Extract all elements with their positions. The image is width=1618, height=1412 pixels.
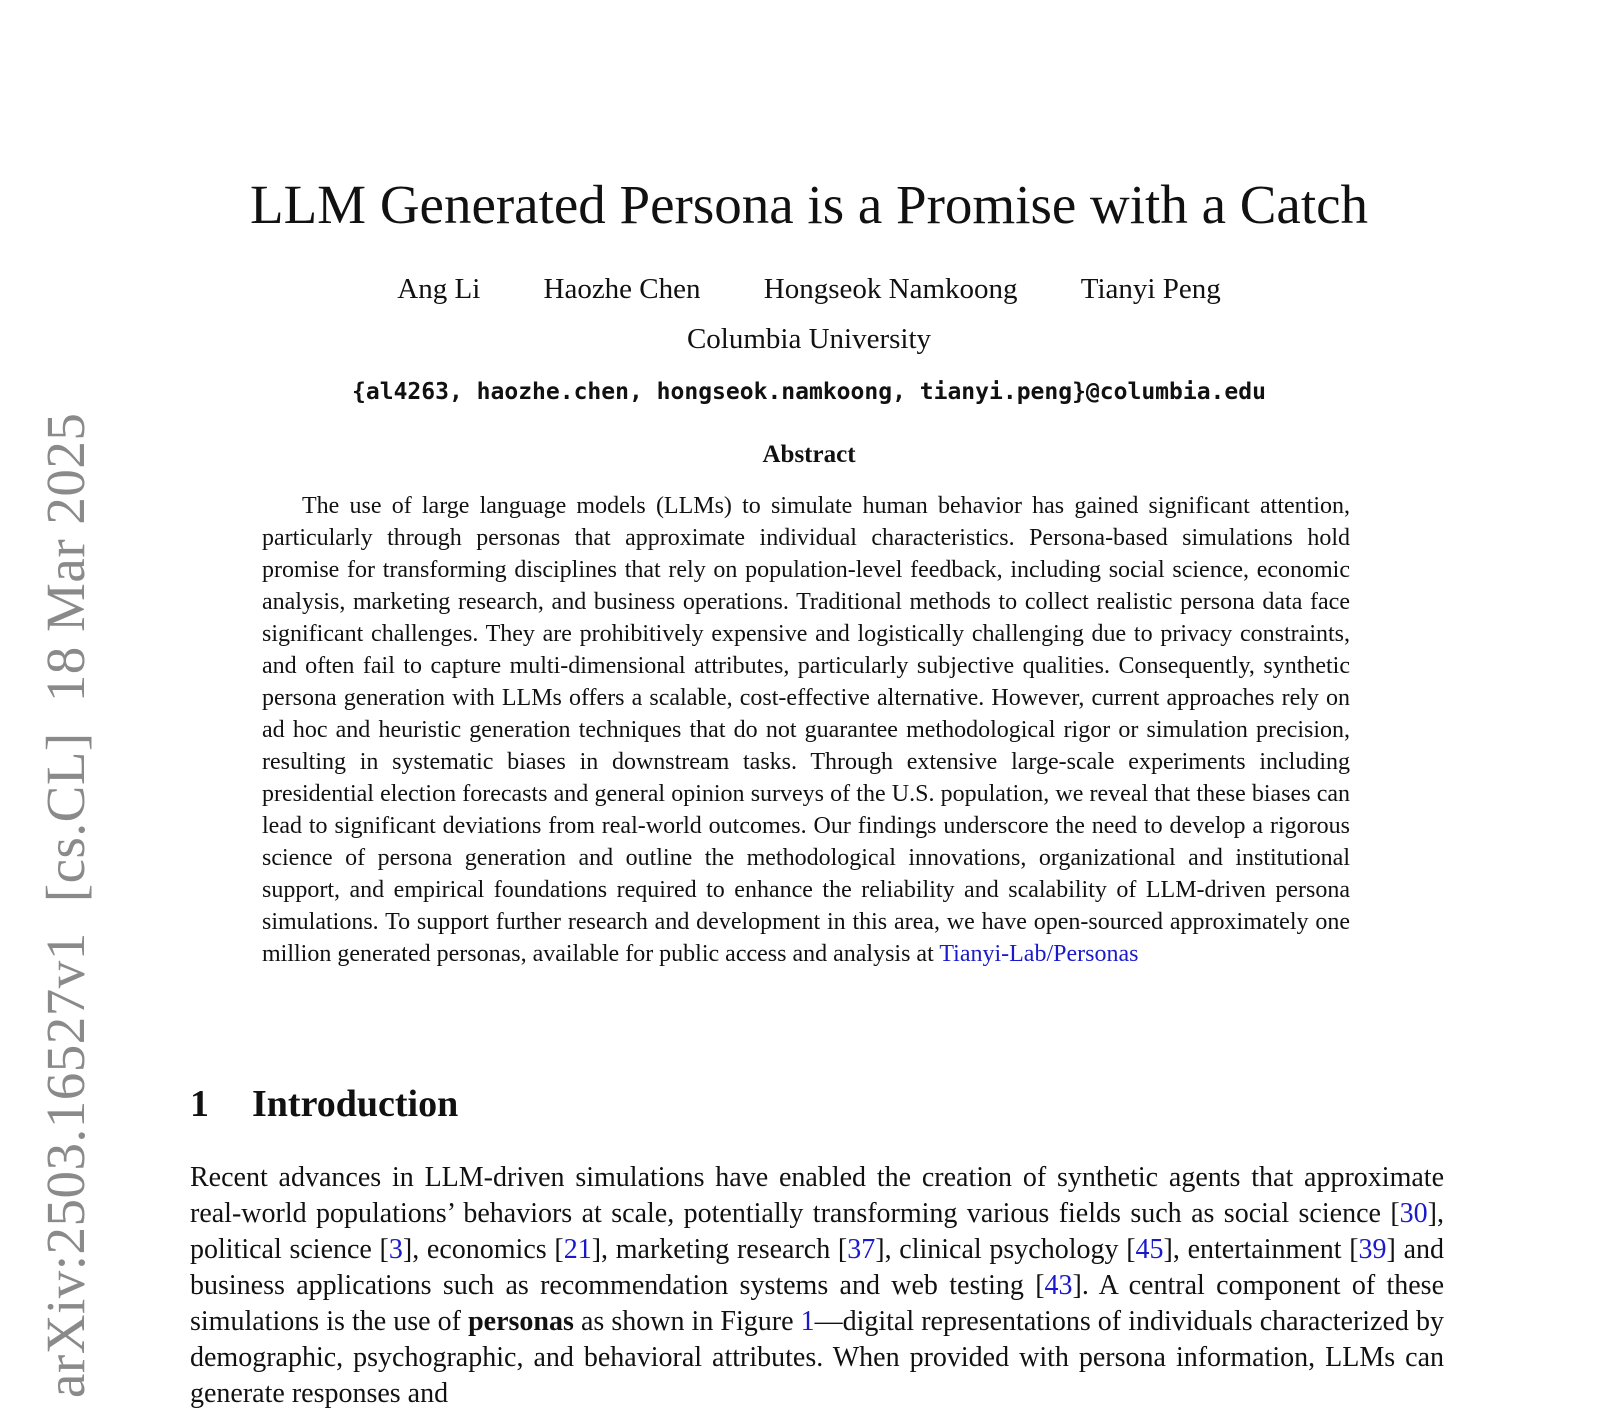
intro-text: ], economics [	[402, 1234, 564, 1265]
author-name: Ang Li	[397, 273, 481, 305]
intro-text: ], political science [	[190, 1198, 1444, 1265]
arxiv-date: 18 Mar 2025	[35, 412, 96, 703]
abstract-heading: Abstract	[762, 441, 856, 468]
citation-link[interactable]: 21	[563, 1234, 592, 1265]
intro-text: ], entertainment [	[1163, 1234, 1359, 1265]
section-number: 1	[190, 1083, 209, 1125]
section-title: Introduction	[252, 1083, 459, 1125]
citation-link[interactable]: 43	[1044, 1270, 1073, 1301]
abstract-body-text: The use of large language models (LLMs) to simulate human behavior has gained significant attention, particularly through personas that approximate individual characteristics. Persona-based simulations hold promise for transforming disciplines that rely on population-level feedback, including social science, economic analysis, marketing research, and business operations. Traditional methods to collect realistic persona data face significant challenges. They are prohibitively expensive and logistically challenging due to privacy constraints, and often fail to capture multi-dimensional attributes, particularly subjective qualities. Consequently, synthetic persona generation with LLMs offers a scalable, cost-effective alternative. However, current approaches rely on ad hoc and heuristic generation techniques that do not guarantee methodological rigor or simulation precision, resulting in systematic biases in downstream tasks. Through extensive large-scale experiments including presidential election forecasts and general opinion surveys of the U.S. population, we reveal that these biases can lead to significant deviations from real-world outcomes. Our findings underscore the need to develop a rigorous science of persona generation and outline the methodological innovations, organizational and institutional support, and empirical foundations required to enhance the reliability and scalability of LLM-driven persona simulations. To support further research and development in this area, we have open-sourced approximately one million generated personas, available for public access and analysis at	[262, 493, 1350, 967]
intro-text: Recent advances in LLM-driven simulations have enabled the creation of synthetic agents that approximate real-world populations’ behaviors at scale, potentially transforming various fields such as social science [	[190, 1162, 1444, 1229]
intro-text: ]. A central component of these simulations is the use of	[190, 1270, 1444, 1337]
arxiv-category: [cs.CL]	[35, 732, 96, 903]
dataset-link[interactable]: Tianyi-Lab/Personas	[939, 941, 1139, 967]
abstract-text	[262, 490, 1350, 970]
citation-link[interactable]: 39	[1358, 1234, 1387, 1265]
author-name: Hongseok Namkoong	[763, 273, 1018, 305]
citation-link[interactable]: 3	[388, 1234, 403, 1265]
citation-link[interactable]: 37	[847, 1234, 876, 1265]
figure-reference-link[interactable]: 1	[800, 1306, 815, 1337]
section-heading-introduction	[190, 1082, 458, 1126]
author-list	[0, 272, 1618, 306]
author-name: Haozhe Chen	[543, 273, 701, 305]
intro-text: —digital representations of individuals characterized by demographic, psychographic, and behavioral attributes. When provided with persona information, LLMs can generate responses and	[190, 1306, 1444, 1409]
author-name: Tianyi Peng	[1080, 273, 1221, 305]
citation-link[interactable]: 45	[1135, 1234, 1164, 1265]
arxiv-identifier-stamp	[35, 383, 96, 1398]
intro-text: ] and business applications such as recommendation systems and web testing [	[190, 1234, 1444, 1301]
paper-title: LLM Generated Persona is a Promise with a Catch	[249, 174, 1369, 235]
arxiv-id: arXiv:2503.16527v1	[35, 932, 96, 1398]
bold-term-personas: personas	[468, 1306, 574, 1337]
intro-text: ], marketing research [	[591, 1234, 848, 1265]
author-emails: {al4263, haozhe.chen, hongseok.namkoong, tianyi.peng}@columbia.edu	[352, 379, 1266, 405]
intro-text: ], clinical psychology [	[875, 1234, 1136, 1265]
intro-text: as shown in Figure	[573, 1306, 801, 1337]
affiliation: Columbia University	[686, 323, 932, 355]
introduction-paragraph	[190, 1160, 1444, 1412]
citation-link[interactable]: 30	[1399, 1198, 1428, 1229]
